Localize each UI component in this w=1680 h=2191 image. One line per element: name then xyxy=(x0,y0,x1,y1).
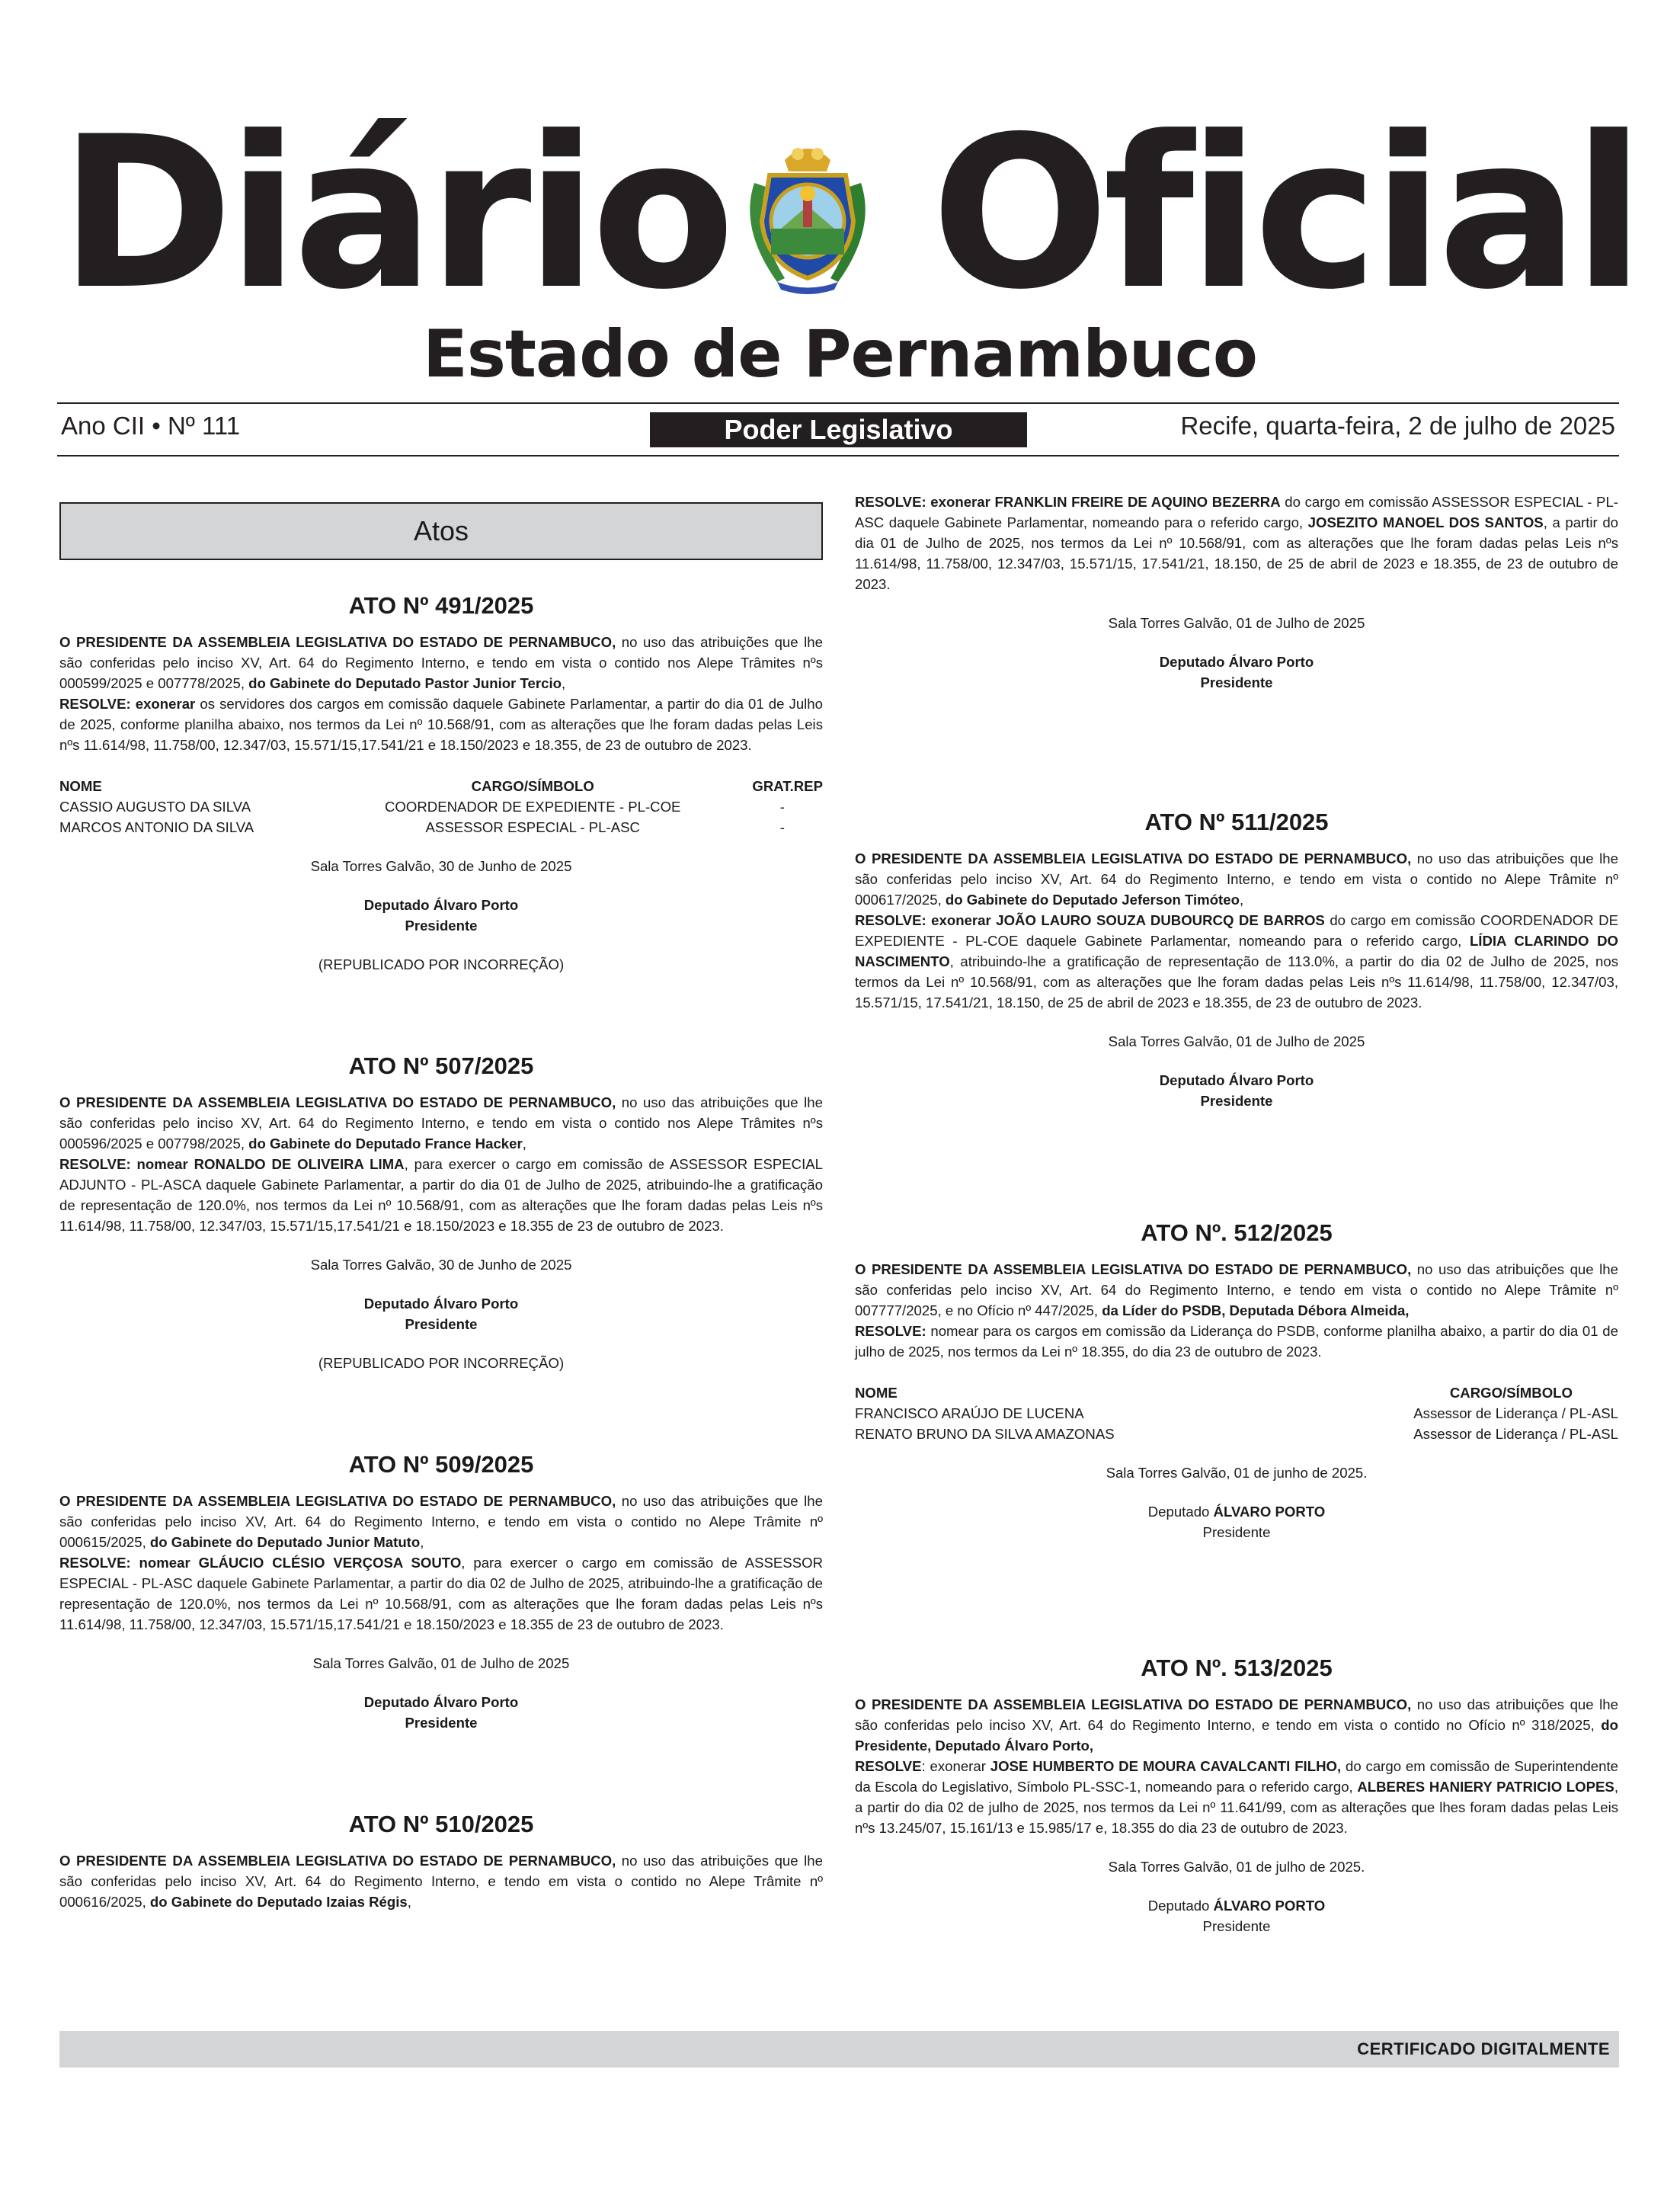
ato-513-title: ATO Nº. 513/2025 xyxy=(1141,1654,1333,1681)
table-header-cargo: CARGO/SÍMBOLO xyxy=(1449,1385,1573,1401)
section-label: Poder Legislativo xyxy=(650,412,1027,447)
masthead-title-left: Diário xyxy=(59,91,729,335)
ato-507-title: ATO Nº 507/2025 xyxy=(348,1052,534,1079)
ato-511-preamble: O PRESIDENTE DA ASSEMBLEIA LEGISLATIVA DO ESTADO DE PERNAMBUCO, no uso das atribuições que lhe são conferidas pelo inciso XV, Art. 64 do Regimento Interno, e tendo em vista o contido no Alepe Trâmite nº 000617/2025, do Gabinete do Deputado Jeferson Timóteo, xyxy=(855,850,1618,908)
table-cell: - xyxy=(779,799,785,815)
table-header-cargo: CARGO/SÍMBOLO xyxy=(471,778,594,794)
table-cell: COORDENADOR DE EXPEDIENTE - PL-COE xyxy=(384,799,681,815)
ato-507-resolve: RESOLVE: nomear RONALDO DE OLIVEIRA LIMA, para exercer o cargo em comissão de ASSESSOR ESPECIAL ADJUNTO - PL-ASCA daquele Gabinete Parlamentar, a partir do dia 01 de Julho de 2025, atribuindo-lhe a gratificação de representação de 120.0%, nos termos da Lei nº 10.568/91, com as alterações que lhe foram dadas pelas Leis nºs 11.614/98, 11.758/00, 12.347/03, 15.571/15,17.541/21 e 18.150/2023 e 18.355 de 23 de outubro de 2023. xyxy=(59,1156,823,1234)
ato-491-place: Sala Torres Galvão, 30 de Junho de 2025 xyxy=(310,858,572,874)
footer-bar xyxy=(59,2031,1619,2068)
ato-507-signer: Deputado Álvaro Porto xyxy=(363,1296,519,1312)
table-cell: MARCOS ANTONIO DA SILVA xyxy=(59,819,254,835)
left-column xyxy=(59,492,823,1912)
ato-510-preamble: O PRESIDENTE DA ASSEMBLEIA LEGISLATIVA DO ESTADO DE PERNAMBUCO, no uso das atribuições que lhe são conferidas pelo inciso XV, Art. 64 do Regimento Interno, e tendo em vista o contido no Alepe Trâmite nº 000616/2025, do Gabinete do Deputado Izaias Régis, xyxy=(59,1853,823,1910)
table-row xyxy=(855,1424,1618,1444)
ato-510-title: ATO Nº 510/2025 xyxy=(348,1811,534,1837)
ato-507-preamble: O PRESIDENTE DA ASSEMBLEIA LEGISLATIVA DO ESTADO DE PERNAMBUCO, no uso das atribuições que lhe são conferidas pelo inciso XV, Art. 64 do Regimento Interno, e tendo em vista o contido nos Alepe Trâmites nºs 000596/2025 e 007798/2025, do Gabinete do Deputado France Hacker, xyxy=(59,1094,823,1152)
ato-491-preamble: O PRESIDENTE DA ASSEMBLEIA LEGISLATIVA DO ESTADO DE PERNAMBUCO, no uso das atribuições que lhe são conferidas pelo inciso XV, Art. 64 do Regimento Interno, e tendo em vista o contido nos Alepe Trâmites nºs 000599/2025 e 007778/2025, do Gabinete do Deputado Pastor Junior Tercio, xyxy=(59,634,823,691)
ato-491-note: (REPUBLICADO POR INCORREÇÃO) xyxy=(318,956,565,972)
ato-513-place: Sala Torres Galvão, 01 de julho de 2025. xyxy=(1108,1859,1365,1875)
ato-512-title: ATO Nº. 512/2025 xyxy=(1141,1219,1333,1246)
table-header-grat: GRAT.REP xyxy=(752,778,823,794)
ato-512-resolve: RESOLVE: nomear para os cargos em comissão da Liderança do PSDB, conforme planilha abaixo, a partir do dia 01 de julho de 2025, nos termos da Lei nº 18.355, do dia 23 de outubro de 2023. xyxy=(855,1323,1618,1360)
pernambuco-coat-of-arms-icon xyxy=(724,130,891,297)
table-header-name: NOME xyxy=(59,778,102,794)
atos-section-header: Atos xyxy=(59,502,823,560)
masthead-title-right: Oficial xyxy=(931,91,1639,335)
table-cell: ASSESSOR ESPECIAL - PL-ASC xyxy=(425,819,640,835)
ato-507-place: Sala Torres Galvão, 30 de Junho de 2025 xyxy=(310,1257,572,1273)
table-cell: RENATO BRUNO DA SILVA AMAZONAS xyxy=(855,1426,1115,1442)
ato-509-place: Sala Torres Galvão, 01 de Julho de 2025 xyxy=(312,1655,570,1671)
ato-511-title: ATO Nº 511/2025 xyxy=(1144,809,1329,835)
ato-509-resolve: RESOLVE: nomear GLÁUCIO CLÉSIO VERÇOSA SOUTO, para exercer o cargo em comissão de ASSESSOR ESPECIAL - PL-ASC daquele Gabinete Parlamentar, a partir do dia 02 de Julho de 2025, atribuindo-lhe a gratificação de representação de 120.0%, nos termos da Lei nº 10.568/91, com as alterações que lhe foram dadas pelas Leis nºs 11.614/98, 11.758/00, 12.347/03, 15.571/15,17.541/21 e 18.150/2023 e 18.355 de 23 de outubro de 2023. xyxy=(59,1555,823,1632)
ato-509-title: ATO Nº 509/2025 xyxy=(348,1451,534,1478)
table-cell: FRANCISCO ARAÚJO DE LUCENA xyxy=(855,1405,1084,1421)
ato-491-table xyxy=(59,776,823,838)
ato-512-table xyxy=(855,1382,1618,1444)
ato-513-preamble: O PRESIDENTE DA ASSEMBLEIA LEGISLATIVA DO ESTADO DE PERNAMBUCO, no uso das atribuições que lhe são conferidas pelo inciso XV, Art. 64 do Regimento Interno, e tendo em vista o contido no Ofício nº 318/2025, do Presidente, Deputado Álvaro Porto, xyxy=(855,1696,1618,1754)
table-row xyxy=(59,796,823,817)
ato-510-role: Presidente xyxy=(1200,674,1273,690)
table-cell: Assessor de Liderança / PL-ASL xyxy=(1413,1405,1618,1421)
ato-513-signer: Deputado ÁLVARO PORTO xyxy=(1147,1898,1326,1914)
ato-512-place: Sala Torres Galvão, 01 de junho de 2025. xyxy=(1106,1465,1368,1481)
table-row xyxy=(855,1403,1618,1424)
ato-512-preamble: O PRESIDENTE DA ASSEMBLEIA LEGISLATIVA DO ESTADO DE PERNAMBUCO, no uso das atribuições que lhe são conferidas pelo inciso XV, Art. 64 do Regimento Interno, e tendo em vista o contido no Alepe Trâmite nº 007777/2025, e no Ofício nº 447/2025, da Líder do PSDB, Deputada Débora Almeida, xyxy=(855,1261,1618,1318)
table-row xyxy=(59,817,823,838)
ato-511-place: Sala Torres Galvão, 01 de Julho de 2025 xyxy=(1108,1033,1365,1049)
ato-512-role: Presidente xyxy=(1202,1524,1271,1540)
table-cell: CASSIO AUGUSTO DA SILVA xyxy=(59,799,251,815)
ato-511-resolve: RESOLVE: exonerar JOÃO LAURO SOUZA DUBOURCQ DE BARROS do cargo em comissão COORDENADOR DE EXPEDIENTE - PL-COE daquele Gabinete Parlamentar, nomeando para o referido cargo, LÍDIA CLARINDO DO NASCIMENTO, atribuindo-lhe a gratificação de representação de 113.0%, a partir do dia 02 de Julho de 2025, nos termos da Lei nº 10.568/91, com as alterações que lhe foram dadas pelas Leis nºs 11.614/98, 11.758/00, 12.347/03, 15.571/15, 17.541/21, 18.150, de 25 de abril de 2023 e 18.355, de 23 de outubro de 2023. xyxy=(855,912,1618,1011)
ato-511-role: Presidente xyxy=(1200,1093,1273,1109)
ato-491-role: Presidente xyxy=(405,918,478,934)
table-cell: Assessor de Liderança / PL-ASL xyxy=(1413,1426,1618,1442)
header-bottom-rule xyxy=(57,455,1619,456)
table-cell: - xyxy=(779,819,785,835)
ato-511-signer: Deputado Álvaro Porto xyxy=(1159,1072,1314,1088)
digital-certificate-label: CERTIFICADO DIGITALMENTE xyxy=(1357,2039,1610,2058)
ato-510-place: Sala Torres Galvão, 01 de Julho de 2025 xyxy=(1108,615,1365,631)
header-top-rule xyxy=(57,402,1619,404)
ato-509-role: Presidente xyxy=(405,1715,478,1731)
ato-509-signer: Deputado Álvaro Porto xyxy=(363,1694,519,1710)
edition-number: Ano CII • Nº 111 xyxy=(61,412,241,440)
ato-507-note: (REPUBLICADO POR INCORREÇÃO) xyxy=(318,1355,565,1371)
ato-491-resolve: RESOLVE: exonerar os servidores dos cargos em comissão daquele Gabinete Parlamentar, a partir do dia 01 de Julho de 2025, conforme planilha abaixo, nos termos da Lei nº 10.568/91, com as alterações que lhe foram dadas pelas Leis nºs 11.614/98, 11.758/00, 12.347/03, 15.571/15,17.541/21 e 18.150/2023 e 18.355, de 23 de outubro de 2023. xyxy=(59,696,823,753)
ato-513-resolve: RESOLVE: exonerar JOSE HUMBERTO DE MOURA CAVALCANTI FILHO, do cargo em comissão de Superintendente da Escola do Legislativo, Símbolo PL-SSC-1, nomeando para o referido cargo, ALBERES HANIERY PATRICIO LOPES, a partir do dia 02 de julho de 2025, nos termos da Lei nº 11.641/99, com as alterações que lhes foram dadas pelas Leis nºs 13.245/07, 15.161/13 e 15.985/17 e, 18.355 do dia 23 de outubro de 2023. xyxy=(855,1758,1619,1836)
right-column xyxy=(855,492,1618,1936)
ato-507-role: Presidente xyxy=(405,1316,478,1332)
ato-509-preamble: O PRESIDENTE DA ASSEMBLEIA LEGISLATIVA DO ESTADO DE PERNAMBUCO, no uso das atribuições que lhe são conferidas pelo inciso XV, Art. 64 do Regimento Interno, e tendo em vista o contido no Alepe Trâmite nº 000615/2025, do Gabinete do Deputado Junior Matuto, xyxy=(59,1493,823,1550)
ato-513-role: Presidente xyxy=(1202,1918,1271,1934)
ato-512-signer: Deputado ÁLVARO PORTO xyxy=(1147,1504,1326,1520)
publication-date: Recife, quarta-feira, 2 de julho de 2025 xyxy=(1180,412,1615,440)
ato-491-signer: Deputado Álvaro Porto xyxy=(363,897,519,913)
table-header-row xyxy=(855,1382,1618,1403)
masthead xyxy=(0,91,1680,335)
masthead-subtitle: Estado de Pernambuco xyxy=(423,316,1257,392)
ato-491-title: ATO Nº 491/2025 xyxy=(348,592,534,619)
table-header-row xyxy=(59,776,823,796)
table-header-name: NOME xyxy=(855,1385,898,1401)
ato-510-signer: Deputado Álvaro Porto xyxy=(1159,654,1314,670)
ato-510-resolve: RESOLVE: exonerar FRANKLIN FREIRE DE AQUINO BEZERRA do cargo em comissão ASSESSOR ESPECIAL - PL-ASC daquele Gabinete Parlamentar, nomeando para o referido cargo, JOSEZITO MANOEL DOS SANTOS, a partir do dia 01 de Julho de 2025, nos termos da Lei nº 10.568/91, com as alterações que lhe foram dadas pelas Leis nºs 11.614/98, 11.758/00, 12.347/03, 15.571/15, 17.541/21, 18.150, de 25 de abril de 2023 e 18.355, de 23 de outubro de 2023. xyxy=(855,494,1618,592)
